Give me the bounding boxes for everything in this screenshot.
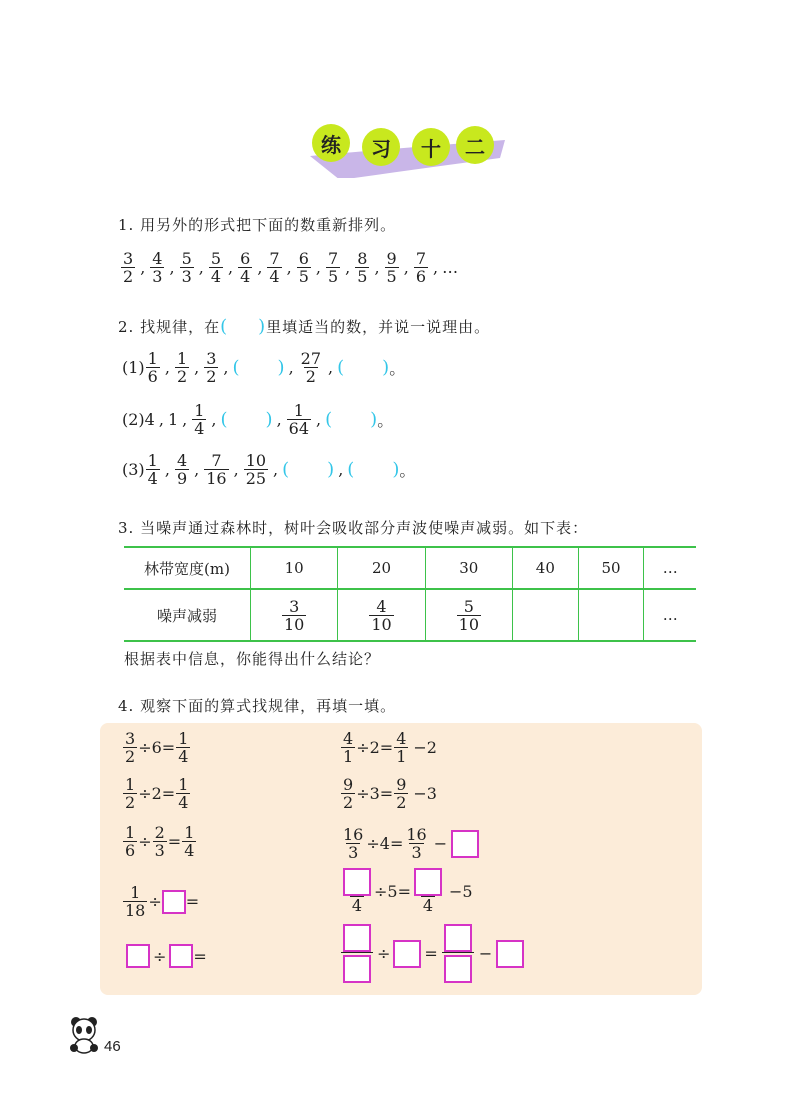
fraction: $\frac{5}{3}$ bbox=[181, 249, 192, 286]
comma: , bbox=[374, 258, 380, 277]
blank-paren[interactable]: ( ) bbox=[220, 409, 273, 430]
fraction: $\frac{1}{6}$ bbox=[125, 823, 136, 860]
fraction: $\frac{1}{18}$ bbox=[125, 883, 146, 920]
q2-label-b: 里填适当的数，并说一说理由。 bbox=[266, 318, 491, 336]
q4-left-3 bbox=[122, 824, 197, 859]
operator: ÷5= bbox=[374, 881, 411, 901]
period: 。 bbox=[399, 461, 416, 480]
table-cell: … bbox=[644, 589, 696, 641]
fraction: $\frac{9}{2}$ bbox=[343, 775, 354, 812]
fraction: $\frac{1}{2}$ bbox=[125, 775, 136, 812]
fraction: $\frac{1}{4}$ bbox=[184, 823, 195, 860]
q3-label: 3. 当噪声通过森林时，树叶会吸收部分声波使噪声减弱。如下表： bbox=[118, 519, 589, 537]
minus-term: −2 bbox=[413, 738, 437, 757]
q2-paren-close: ) bbox=[258, 316, 267, 337]
table-cell: $\frac{3}{10}$ bbox=[251, 589, 338, 641]
fraction: $\frac{7}{4}$ bbox=[269, 249, 280, 286]
answer-box[interactable] bbox=[343, 955, 371, 983]
fraction: $\frac{1}{4}$ bbox=[178, 729, 189, 766]
q2-p3-index: (3) bbox=[122, 460, 145, 479]
fraction: $\frac{16}{3}$ bbox=[343, 825, 364, 862]
q2-label bbox=[118, 316, 490, 337]
comma: , bbox=[286, 258, 292, 277]
table-cell: 40 bbox=[512, 547, 578, 589]
fraction: $\frac{1}{4}$ bbox=[194, 401, 205, 438]
title-char-3: 十 bbox=[412, 128, 450, 166]
answer-box[interactable] bbox=[496, 940, 524, 968]
fraction: $\frac{3}{2}$ bbox=[125, 729, 136, 766]
q4-left-2 bbox=[122, 776, 191, 811]
fraction: $\frac{9}{5}$ bbox=[386, 249, 397, 286]
q1-label: 1. 用另外的形式把下面的数重新排列。 bbox=[118, 216, 397, 234]
table-cell: $\frac{5}{10}$ bbox=[425, 589, 512, 641]
answer-box[interactable] bbox=[414, 868, 442, 896]
fraction: $\frac{1}{64}$ bbox=[288, 401, 310, 438]
fraction: $\frac{4}{3}$ bbox=[152, 249, 163, 286]
answer-box[interactable] bbox=[343, 868, 371, 896]
equals: = bbox=[193, 946, 207, 966]
fraction: $\frac{4}{1}$ bbox=[396, 729, 407, 766]
blank-paren[interactable]: ( ) bbox=[232, 357, 285, 378]
q4-left-4 bbox=[122, 884, 199, 919]
answer-box[interactable] bbox=[126, 944, 150, 968]
comma: , bbox=[228, 258, 234, 277]
table-cell-empty[interactable] bbox=[512, 589, 578, 641]
q4-right-3 bbox=[340, 826, 479, 861]
fraction: $\frac{27}{2}$ bbox=[300, 349, 322, 386]
fraction: 4 bbox=[412, 868, 444, 914]
answer-box[interactable] bbox=[444, 955, 472, 983]
fraction: $\frac{6}{5}$ bbox=[298, 249, 309, 286]
comma: , bbox=[345, 258, 351, 277]
fraction: $\frac{9}{2}$ bbox=[396, 775, 407, 812]
q2-part-2: (2) 4 , 1 , $\frac{1}{4}$ , ( ) , $\frac{1}{64}$ , ( ) 。 bbox=[122, 401, 394, 438]
q2-paren-open: ( bbox=[220, 316, 229, 337]
q4-label: 4. 观察下面的算式找规律，再填一填。 bbox=[118, 697, 397, 715]
answer-box[interactable] bbox=[393, 940, 421, 968]
table-row bbox=[124, 547, 696, 589]
q3-question: 根据表中信息，你能得出什么结论？ bbox=[124, 650, 381, 668]
blank-paren[interactable]: ( ) bbox=[337, 357, 390, 378]
operator: ÷ bbox=[138, 832, 152, 851]
operator: ÷ bbox=[153, 946, 167, 966]
blank-paren[interactable]: ( ) bbox=[282, 459, 335, 480]
fraction: $\frac{7}{5}$ bbox=[327, 249, 339, 286]
minus-term: −3 bbox=[413, 784, 437, 803]
table-cell: … bbox=[644, 547, 696, 589]
fraction bbox=[341, 924, 373, 983]
equals: = bbox=[424, 944, 438, 963]
q2-p1-index: (1) bbox=[122, 358, 145, 377]
number: 1 bbox=[167, 410, 179, 429]
answer-box[interactable] bbox=[169, 944, 193, 968]
equals: = bbox=[185, 892, 200, 911]
q1-fraction-list bbox=[120, 250, 458, 285]
fraction: $\frac{6}{4}$ bbox=[240, 249, 251, 286]
fraction: $\frac{16}{3}$ bbox=[406, 825, 427, 862]
fraction: $\frac{2}{3}$ bbox=[154, 823, 165, 860]
fraction: $\frac{1}{2}$ bbox=[176, 349, 188, 386]
comma: , bbox=[198, 258, 204, 277]
number: 4 bbox=[144, 410, 155, 429]
fraction: $\frac{3}{2}$ bbox=[123, 249, 134, 286]
title-char-2: 习 bbox=[362, 128, 400, 166]
equals: = bbox=[167, 832, 182, 851]
table-header-width: 林带宽度(m) bbox=[124, 547, 251, 589]
fraction: $\frac{10}{25}$ bbox=[245, 451, 267, 488]
fraction: $\frac{1}{6}$ bbox=[147, 349, 158, 386]
operator: ÷4= bbox=[366, 834, 404, 853]
minus-sign: − bbox=[433, 834, 448, 853]
answer-box[interactable] bbox=[451, 830, 479, 858]
period: 。 bbox=[377, 411, 394, 430]
comma: , bbox=[140, 258, 146, 277]
answer-box[interactable] bbox=[343, 924, 371, 952]
fraction: $\frac{7}{16}$ bbox=[206, 451, 227, 488]
q2-part-3: (3) $\frac{1}{4}$ , $\frac{4}{9}$ , $\frac{7}{16}$ , $\frac{10}{25}$ , ( ) , ( ) 。 bbox=[122, 451, 416, 488]
blank-paren[interactable]: ( ) bbox=[325, 409, 378, 430]
panda-icon bbox=[66, 1014, 102, 1054]
fraction: $\frac{1}{4}$ bbox=[147, 451, 158, 488]
fraction: $\frac{4}{9}$ bbox=[176, 451, 188, 488]
page-number: 46 bbox=[104, 1038, 121, 1055]
table-header-reduction: 噪声减弱 bbox=[124, 589, 251, 641]
table-cell-empty[interactable] bbox=[578, 589, 644, 641]
operator: ÷ bbox=[377, 944, 391, 963]
table-cell: 20 bbox=[338, 547, 425, 589]
operator: ÷2= bbox=[138, 784, 176, 803]
comma: , bbox=[169, 258, 175, 277]
fraction: 4 bbox=[341, 868, 373, 914]
fraction bbox=[442, 924, 474, 983]
operator: ÷2= bbox=[356, 738, 394, 757]
period: 。 bbox=[389, 359, 406, 378]
q2-label-a: 2. 找规律，在 bbox=[118, 318, 221, 336]
comma: , bbox=[403, 258, 409, 277]
q2-part-1: (1) $\frac{1}{6}$ , $\frac{1}{2}$ , $\frac{3}{2}$ , ( ) , $\frac{27}{2}$ , ( ) 。 bbox=[122, 349, 406, 386]
title-char-1: 练 bbox=[312, 124, 350, 162]
fraction: $\frac{7}{6}$ bbox=[415, 249, 426, 286]
q4-right-1 bbox=[340, 730, 437, 765]
q4-right-5 bbox=[340, 924, 524, 983]
comma: , bbox=[257, 258, 263, 277]
noise-table bbox=[124, 546, 696, 642]
q4-right-4 bbox=[340, 868, 473, 914]
minus-sign: − bbox=[478, 944, 493, 963]
title-banner bbox=[300, 118, 510, 178]
table-row bbox=[124, 589, 696, 641]
fraction: $\frac{3}{2}$ bbox=[206, 349, 217, 386]
fraction: $\frac{5}{4}$ bbox=[210, 249, 222, 286]
operator: ÷ bbox=[148, 892, 162, 911]
table-cell: $\frac{4}{10}$ bbox=[338, 589, 425, 641]
q4-right-2 bbox=[340, 776, 437, 811]
q4-left-1 bbox=[122, 730, 191, 765]
fraction: $\frac{8}{5}$ bbox=[357, 249, 368, 286]
operator: ÷3= bbox=[356, 784, 394, 803]
fraction: $\frac{1}{4}$ bbox=[178, 775, 189, 812]
operator: ÷6= bbox=[138, 738, 176, 757]
blank-paren[interactable]: ( ) bbox=[347, 459, 400, 480]
answer-box[interactable] bbox=[162, 890, 186, 914]
minus-term: −5 bbox=[449, 881, 473, 901]
answer-box[interactable] bbox=[444, 924, 472, 952]
comma: , bbox=[433, 258, 439, 277]
q4-left-5 bbox=[126, 944, 207, 968]
fraction: $\frac{4}{1}$ bbox=[343, 729, 354, 766]
title-char-4: 二 bbox=[456, 126, 494, 164]
table-cell: 30 bbox=[425, 547, 512, 589]
table-cell: 10 bbox=[251, 547, 338, 589]
table-cell: 50 bbox=[578, 547, 644, 589]
ellipsis: … bbox=[442, 258, 459, 277]
q2-p2-index: (2) bbox=[122, 410, 145, 429]
comma: , bbox=[315, 258, 321, 277]
